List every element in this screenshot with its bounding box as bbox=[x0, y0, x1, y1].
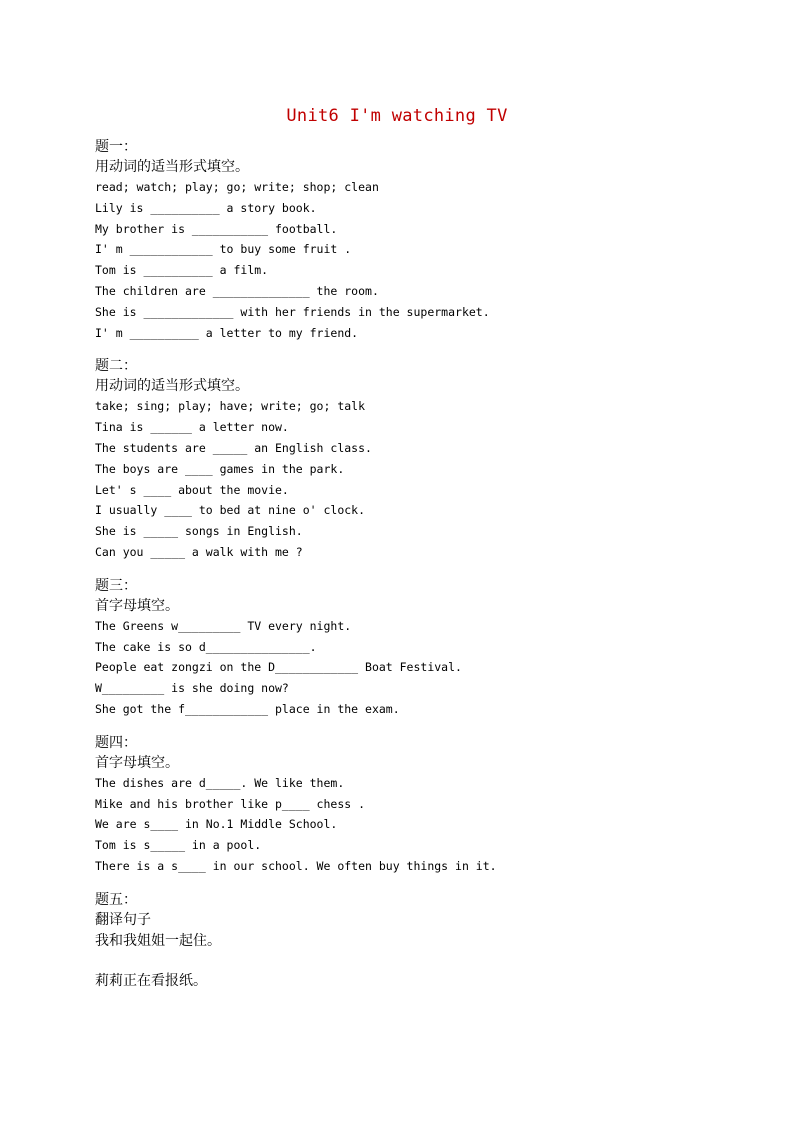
translation-sentence: 莉莉正在看报纸。 bbox=[95, 972, 207, 989]
exercise-line: I' m ____________ to buy some fruit . bbox=[95, 242, 352, 257]
section-heading: 题三： bbox=[95, 577, 137, 594]
exercise-line: The children are ______________ the room. bbox=[95, 283, 379, 298]
exercise-line: My brother is ___________ football. bbox=[95, 221, 338, 236]
exercise-section-3 bbox=[95, 577, 735, 720]
exercise-section-1 bbox=[95, 138, 735, 343]
exercise-line: The cake is so d_______________. bbox=[95, 639, 317, 654]
exercise-line: The students are _____ an English class. bbox=[95, 440, 372, 455]
exercise-section-4 bbox=[95, 734, 735, 877]
document-title: Unit6 I'm watching TV bbox=[286, 106, 508, 126]
section-instruction: 首字母填空。 bbox=[95, 597, 179, 614]
exercise-line: I usually ____ to bed at nine o' clock. bbox=[95, 503, 366, 518]
exercise-line: There is a s____ in our school. We often buy things in it. bbox=[95, 858, 497, 873]
section-heading: 题五： bbox=[95, 891, 137, 908]
section-heading: 题一： bbox=[95, 139, 137, 155]
translation-sentence: 我和我姐姐一起住。 bbox=[95, 932, 221, 949]
exercise-section-5 bbox=[95, 891, 735, 992]
exercise-line: The dishes are d_____. We like them. bbox=[95, 775, 345, 790]
exercise-line: She got the f____________ place in the exam. bbox=[95, 701, 400, 716]
section-instruction: 翻译句子 bbox=[95, 911, 151, 928]
exercise-line: Can you _____ a walk with me ? bbox=[95, 544, 303, 559]
exercise-line: The Greens w_________ TV every night. bbox=[95, 618, 352, 633]
word-bank: read; watch; play; go; write; shop; clean bbox=[95, 180, 379, 194]
exercise-line: Lily is __________ a story book. bbox=[95, 200, 317, 215]
word-bank: take; sing; play; have; write; go; talk bbox=[95, 399, 366, 414]
section-instruction: 首字母填空。 bbox=[95, 754, 179, 771]
document-body bbox=[95, 138, 735, 1006]
exercise-line: She is _____________ with her friends in the supermarket. bbox=[95, 304, 490, 319]
section-instruction: 用动词的适当形式填空。 bbox=[95, 159, 249, 175]
exercise-line: Tom is __________ a film. bbox=[95, 263, 269, 278]
exercise-line: Mike and his brother like p____ chess . bbox=[95, 796, 366, 811]
exercise-line: Let' s ____ about the movie. bbox=[95, 482, 289, 497]
exercise-line: Tina is ______ a letter now. bbox=[95, 420, 289, 435]
section-heading: 题四： bbox=[95, 734, 137, 751]
exercise-line: W_________ is she doing now? bbox=[95, 681, 289, 696]
exercise-line: Tom is s_____ in a pool. bbox=[95, 838, 262, 853]
section-heading: 题二： bbox=[95, 358, 137, 375]
exercise-line: She is _____ songs in English. bbox=[95, 524, 303, 539]
exercise-line: I' m __________ a letter to my friend. bbox=[95, 325, 359, 340]
section-instruction: 用动词的适当形式填空。 bbox=[95, 378, 249, 395]
exercise-line: We are s____ in No.1 Middle School. bbox=[95, 817, 338, 832]
exercise-section-2 bbox=[95, 357, 735, 562]
exercise-line: The boys are ____ games in the park. bbox=[95, 461, 345, 476]
answer-space bbox=[95, 952, 735, 971]
exercise-line: People eat zongzi on the D____________ Boat Festival. bbox=[95, 660, 462, 675]
